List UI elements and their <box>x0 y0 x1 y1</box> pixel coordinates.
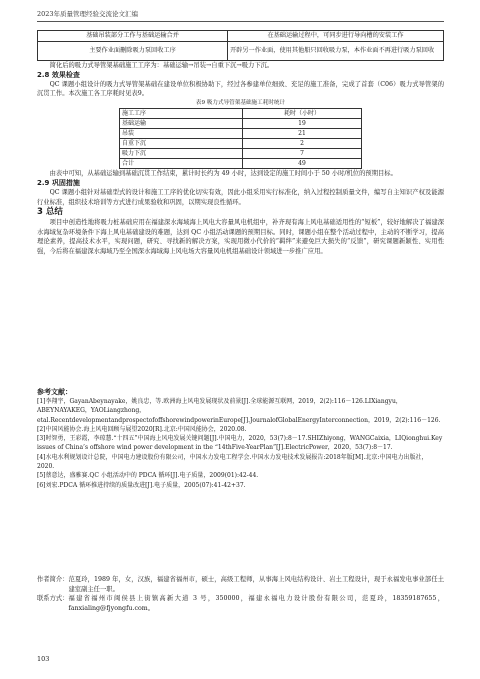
process-table-block <box>37 30 444 61</box>
reference-item: [4]水电水利规划设计总院，中国电力建设股份有限公司，中国水力发电工程学会.中国水力发电技术发展报告:2018年版[M].北京:中国电力出版社，2020. <box>37 453 428 471</box>
author-text: 范夏玲，1989 年，女，汉族，福建省福州市，硕士，高级工程师，从事海上风电结构设计、岩土工程设计，现于永福发电事业部任土建室副主任一职。 <box>68 576 444 593</box>
table-cell: 合计 <box>120 159 243 169</box>
table-cell: 21 <box>243 129 362 139</box>
table-header-cell: 耗时（小时） <box>243 109 362 119</box>
table-cell: 49 <box>243 159 362 169</box>
table-row <box>38 42 444 61</box>
body-upper <box>37 61 444 257</box>
paragraph: 由表中可知，从基础运输到基础沉贯工作结束，累计时长约为 49 小时，达到设定的施工时间小于 50 小时/机位的预期目标。 <box>49 170 397 178</box>
reference-item: [6]刘宏.PDCA 循环推进持续的质量改进[J].电子质量，2005(07):41-42+37. <box>37 481 246 489</box>
table-header-cell: 施工工序 <box>120 109 243 119</box>
table-row <box>120 149 362 159</box>
journal-header: 2023年质量管理经验交流论文汇编 <box>37 10 139 18</box>
table-caption: 表9 吸力式导管架基础施工耗时统计 <box>195 99 286 106</box>
references <box>37 388 444 490</box>
paragraph: QC 课题小组针对基础型式的设计和施工工序的优化切实有效，因此小组采用实行标准化，纳入过程控制质量文件，编写自主知识产权及能源行业标准，组织技术培训等方式进行成果验收和巩固，以期实现良性循环。 <box>37 188 444 206</box>
paragraph: 项目中创造性地将吸力桩基础应用在福建深水海域海上风电大容量风电机组中，补齐现有海上风电基础适用性的“短板”，较好地解决了福建深水海域复杂环境条件下海上风电基础建设的难题，达到 QC 小组活动课题的预期目标。同时，课题小组在整个活动过程中，主动的不断学习，提高理论素养，提高技术水平，实现问题，研究、寻找新的解决方案，实现用微小代价的“羁绊”来避免巨大损失的“反馈”，研究课题新颖性、实用性强，今后将在福建深水海域乃至全国深水海域海上风电场大容量风电机组基础设计领域进一步推广应用。 <box>37 219 444 255</box>
table-row <box>38 31 444 42</box>
reference-item: [1]李翔宇，GayanAbeynayake，姚良忠，等.欧洲海上风电发展现状及前景[J].全球能源互联网，2019，2(2):116－126.LIXiangyu，ABEYNAYAKEG，YAOLiangzhong， etal.RecentdevelopmentandprospectofoffshorewindpowerinEurope[J].JournalofGlobalEnergyInterconnection，2019，2(2):116－126. <box>37 398 441 424</box>
paragraph: 简化后的吸力式导管架基础施工工序为：基础运输→吊装→自重下沉→吸力下沉。 <box>49 62 274 69</box>
table-row <box>120 109 362 119</box>
reference-item: [5]蔡意达，盛雅赛.QC 小组活动中的 PDCA 循环[J].电子质量，2009(01):42-44. <box>37 472 259 480</box>
table-cell: 主要作业面删除吸力泵回收工序 <box>38 42 228 61</box>
table-cell: 吸力下沉 <box>120 149 243 159</box>
table-row <box>120 159 362 169</box>
paragraph: QC 课题小组设计的吸力式导管架基础在建设单位积极协助下，经过各参建单位细致、充足的施工准备，完成了首套（C06）吸力式导管架的沉贯工作。本次施工各工序耗时见表9。 <box>37 80 444 98</box>
author-label: 作者简介： <box>37 576 69 583</box>
process-table <box>37 30 444 61</box>
table-cell: 自重下沉 <box>120 139 243 149</box>
table-row <box>120 139 362 149</box>
author-info <box>37 575 444 613</box>
table-cell: 19 <box>243 119 362 129</box>
page-number: 103 <box>37 655 50 663</box>
header-divider <box>37 21 444 22</box>
table-cell: 在基础运输过程中，可同步进行导向槽的安装工作 <box>228 31 444 42</box>
author-profile <box>37 575 444 594</box>
section-heading: 2.9 巩固措施 <box>37 178 80 187</box>
table-row <box>120 119 362 129</box>
references-title: 参考文献： <box>37 388 72 396</box>
table-cell: 吊装 <box>120 129 243 139</box>
contact-label: 联系方式： <box>37 595 69 603</box>
time-table <box>119 108 362 169</box>
contact-info <box>37 594 444 613</box>
table-cell: 基础运输 <box>120 119 243 129</box>
contact-text: 福建省福州市闽侯县上街镇高新大道 3 号，350000，福建永福电力设计股份有限公司，范夏玲，18359187655，fanxialing@fjyongfu.com。 <box>68 595 444 612</box>
reference-item: [2]中国风能协会.海上风电回顾与展望2020[R].北京:中国风能协会，2020.08. <box>37 425 247 433</box>
section-heading: 3 总结 <box>37 207 63 218</box>
section-heading: 2.8 效果检查 <box>37 70 80 79</box>
table-cell: 基础吊装部分工作与基础运输合并 <box>38 31 228 42</box>
table-cell: 7 <box>243 149 362 159</box>
reference-item: [3]时智勇，王彩霞，李琼慧.“十四五”中国海上风电发展关键问题[J].中国电力，2020，53(7):8－17.SHIZhiyong，WANGCaixia，LIQionghui.Key issues of China’s offshore wind power development in the “14thFive-YearPlan”[J].ElectricPower，2020，53(7):8－17. <box>37 435 443 452</box>
table-cell: 开辟另一作业面，使用其他船只回收吸力泵，本作业面不再进行吸力泵回收 <box>228 42 444 61</box>
table-row <box>120 129 362 139</box>
table-cell: 2 <box>243 139 362 149</box>
